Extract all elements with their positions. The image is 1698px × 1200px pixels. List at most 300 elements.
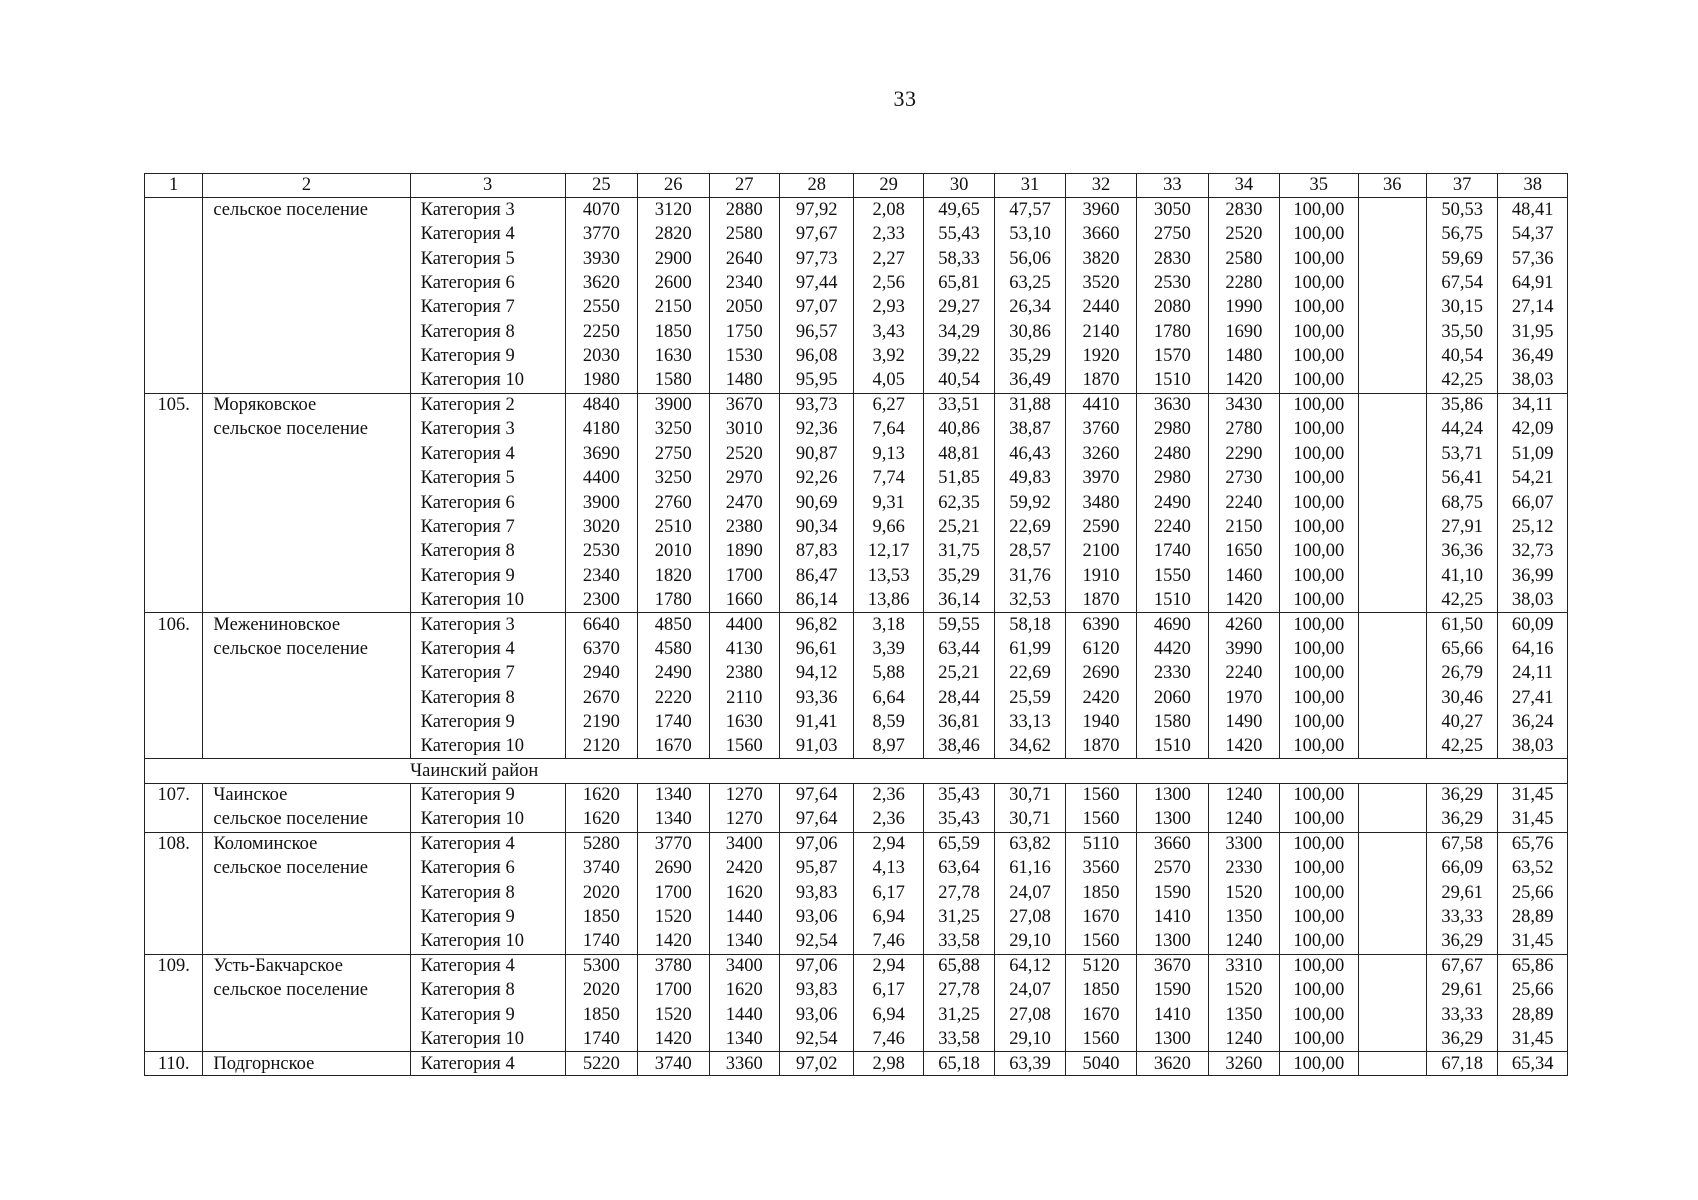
value-cell: 5220 bbox=[565, 1052, 637, 1076]
row-number: 110. bbox=[145, 1052, 203, 1076]
value-cell: 1740 bbox=[638, 710, 709, 734]
category-label: Категория 3 bbox=[410, 613, 565, 637]
value-cell: 90,34 bbox=[779, 515, 853, 539]
value-cell: 3,92 bbox=[854, 344, 923, 368]
category-label: Категория 8 bbox=[410, 881, 565, 905]
value-cell: 30,71 bbox=[995, 783, 1065, 807]
settlement-name bbox=[203, 222, 410, 246]
value-cell: 100,00 bbox=[1280, 661, 1358, 685]
column-header: 31 bbox=[995, 174, 1065, 198]
value-cell: 66,07 bbox=[1498, 491, 1568, 515]
column-header: 26 bbox=[638, 174, 709, 198]
value-cell: 2820 bbox=[638, 222, 709, 246]
value-cell: 63,64 bbox=[923, 856, 994, 880]
value-cell bbox=[1358, 734, 1426, 758]
value-cell: 48,81 bbox=[923, 442, 994, 466]
value-cell: 2100 bbox=[1065, 539, 1136, 563]
category-label: Категория 9 bbox=[410, 344, 565, 368]
value-cell: 3260 bbox=[1208, 1052, 1279, 1076]
value-cell: 3520 bbox=[1065, 271, 1136, 295]
value-cell: 1560 bbox=[1065, 1027, 1136, 1051]
category-label: Категория 4 bbox=[410, 832, 565, 856]
value-cell: 63,25 bbox=[995, 271, 1065, 295]
value-cell bbox=[1358, 661, 1426, 685]
table-body bbox=[145, 174, 1568, 1076]
value-cell: 1590 bbox=[1137, 881, 1208, 905]
row-number: 107. bbox=[145, 783, 203, 807]
value-cell bbox=[1358, 369, 1426, 393]
value-cell: 96,61 bbox=[779, 637, 853, 661]
value-cell: 29,61 bbox=[1426, 978, 1497, 1002]
value-cell bbox=[1358, 588, 1426, 612]
category-label: Категория 4 bbox=[410, 1052, 565, 1076]
value-cell: 35,43 bbox=[923, 783, 994, 807]
value-cell: 40,86 bbox=[923, 417, 994, 441]
value-cell: 97,06 bbox=[779, 832, 853, 856]
row-number: 108. bbox=[145, 832, 203, 856]
value-cell: 65,18 bbox=[923, 1052, 994, 1076]
value-cell: 100,00 bbox=[1280, 198, 1358, 222]
value-cell: 100,00 bbox=[1280, 637, 1358, 661]
settlement-name: сельское поселение bbox=[203, 808, 410, 832]
table-row bbox=[145, 686, 1568, 710]
table-row bbox=[145, 734, 1568, 758]
value-cell: 1670 bbox=[1065, 1003, 1136, 1027]
value-cell: 2730 bbox=[1208, 466, 1279, 490]
value-cell: 1940 bbox=[1065, 710, 1136, 734]
value-cell: 1520 bbox=[1208, 978, 1279, 1002]
value-cell: 27,91 bbox=[1426, 515, 1497, 539]
value-cell: 7,46 bbox=[854, 1027, 923, 1051]
value-cell: 31,45 bbox=[1498, 783, 1568, 807]
value-cell: 1660 bbox=[709, 588, 779, 612]
settlement-name bbox=[203, 686, 410, 710]
value-cell: 22,69 bbox=[995, 661, 1065, 685]
value-cell: 42,09 bbox=[1498, 417, 1568, 441]
value-cell: 2060 bbox=[1137, 686, 1208, 710]
value-cell: 1560 bbox=[1065, 783, 1136, 807]
value-cell: 48,41 bbox=[1498, 198, 1568, 222]
value-cell: 96,08 bbox=[779, 344, 853, 368]
table-row bbox=[145, 539, 1568, 563]
row-number bbox=[145, 637, 203, 661]
header-row bbox=[145, 174, 1568, 198]
value-cell: 90,87 bbox=[779, 442, 853, 466]
value-cell: 3900 bbox=[565, 491, 637, 515]
value-cell: 67,58 bbox=[1426, 832, 1497, 856]
value-cell: 8,97 bbox=[854, 734, 923, 758]
category-label: Категория 10 bbox=[410, 808, 565, 832]
value-cell: 30,71 bbox=[995, 808, 1065, 832]
value-cell: 93,06 bbox=[779, 905, 853, 929]
settlement-name bbox=[203, 369, 410, 393]
value-cell: 7,74 bbox=[854, 466, 923, 490]
value-cell: 5300 bbox=[565, 954, 637, 978]
value-cell: 100,00 bbox=[1280, 393, 1358, 417]
value-cell: 29,10 bbox=[995, 930, 1065, 954]
value-cell: 33,13 bbox=[995, 710, 1065, 734]
value-cell: 3430 bbox=[1208, 393, 1279, 417]
value-cell: 38,87 bbox=[995, 417, 1065, 441]
value-cell: 100,00 bbox=[1280, 710, 1358, 734]
value-cell: 1910 bbox=[1065, 564, 1136, 588]
value-cell: 2050 bbox=[709, 295, 779, 319]
value-cell: 2290 bbox=[1208, 442, 1279, 466]
value-cell bbox=[1358, 808, 1426, 832]
value-cell: 1850 bbox=[638, 320, 709, 344]
value-cell: 2580 bbox=[1208, 247, 1279, 271]
row-number bbox=[145, 344, 203, 368]
value-cell: 31,25 bbox=[923, 905, 994, 929]
value-cell: 100,00 bbox=[1280, 978, 1358, 1002]
value-cell: 100,00 bbox=[1280, 783, 1358, 807]
value-cell bbox=[1358, 320, 1426, 344]
value-cell: 2020 bbox=[565, 978, 637, 1002]
value-cell bbox=[1358, 783, 1426, 807]
value-cell: 36,29 bbox=[1426, 808, 1497, 832]
row-number bbox=[145, 198, 203, 222]
value-cell: 36,49 bbox=[995, 369, 1065, 393]
column-header: 2 bbox=[203, 174, 410, 198]
value-cell: 1870 bbox=[1065, 588, 1136, 612]
value-cell: 4070 bbox=[565, 198, 637, 222]
value-cell: 3620 bbox=[1137, 1052, 1208, 1076]
value-cell: 38,03 bbox=[1498, 734, 1568, 758]
value-cell: 61,16 bbox=[995, 856, 1065, 880]
value-cell: 2380 bbox=[709, 515, 779, 539]
value-cell: 2340 bbox=[709, 271, 779, 295]
value-cell: 3,18 bbox=[854, 613, 923, 637]
value-cell: 68,75 bbox=[1426, 491, 1497, 515]
value-cell: 2530 bbox=[1137, 271, 1208, 295]
value-cell: 62,35 bbox=[923, 491, 994, 515]
table-row bbox=[145, 613, 1568, 637]
value-cell: 38,03 bbox=[1498, 588, 1568, 612]
value-cell: 63,82 bbox=[995, 832, 1065, 856]
value-cell: 3760 bbox=[1065, 417, 1136, 441]
value-cell: 93,83 bbox=[779, 881, 853, 905]
value-cell: 28,89 bbox=[1498, 905, 1568, 929]
value-cell: 44,24 bbox=[1426, 417, 1497, 441]
value-cell: 61,50 bbox=[1426, 613, 1497, 637]
value-cell: 25,21 bbox=[923, 515, 994, 539]
value-cell: 1690 bbox=[1208, 320, 1279, 344]
value-cell: 33,33 bbox=[1426, 905, 1497, 929]
value-cell: 1240 bbox=[1208, 783, 1279, 807]
value-cell: 1520 bbox=[1208, 881, 1279, 905]
value-cell: 5040 bbox=[1065, 1052, 1136, 1076]
value-cell: 3770 bbox=[565, 222, 637, 246]
value-cell: 7,64 bbox=[854, 417, 923, 441]
value-cell: 25,66 bbox=[1498, 978, 1568, 1002]
value-cell: 13,86 bbox=[854, 588, 923, 612]
category-label: Категория 3 bbox=[410, 198, 565, 222]
value-cell: 100,00 bbox=[1280, 613, 1358, 637]
settlement-name: сельское поселение bbox=[203, 417, 410, 441]
value-cell: 9,13 bbox=[854, 442, 923, 466]
value-cell: 3740 bbox=[638, 1052, 709, 1076]
value-cell: 3670 bbox=[1137, 954, 1208, 978]
value-cell: 100,00 bbox=[1280, 320, 1358, 344]
value-cell: 64,91 bbox=[1498, 271, 1568, 295]
value-cell: 30,46 bbox=[1426, 686, 1497, 710]
table-row bbox=[145, 710, 1568, 734]
value-cell: 2150 bbox=[1208, 515, 1279, 539]
value-cell: 1420 bbox=[1208, 734, 1279, 758]
value-cell: 36,14 bbox=[923, 588, 994, 612]
value-cell: 42,25 bbox=[1426, 369, 1497, 393]
category-label: Категория 4 bbox=[410, 954, 565, 978]
value-cell: 49,65 bbox=[923, 198, 994, 222]
value-cell: 2110 bbox=[709, 686, 779, 710]
value-cell: 2020 bbox=[565, 881, 637, 905]
value-cell: 36,99 bbox=[1498, 564, 1568, 588]
value-cell: 1630 bbox=[709, 710, 779, 734]
value-cell: 4690 bbox=[1137, 613, 1208, 637]
value-cell: 34,29 bbox=[923, 320, 994, 344]
value-cell: 100,00 bbox=[1280, 686, 1358, 710]
value-cell: 54,21 bbox=[1498, 466, 1568, 490]
category-label: Категория 10 bbox=[410, 1027, 565, 1051]
value-cell: 2490 bbox=[1137, 491, 1208, 515]
table-row bbox=[145, 417, 1568, 441]
value-cell: 97,02 bbox=[779, 1052, 853, 1076]
value-cell: 31,95 bbox=[1498, 320, 1568, 344]
value-cell: 65,88 bbox=[923, 954, 994, 978]
value-cell: 3990 bbox=[1208, 637, 1279, 661]
value-cell: 1620 bbox=[709, 978, 779, 1002]
value-cell: 31,45 bbox=[1498, 808, 1568, 832]
value-cell: 2380 bbox=[709, 661, 779, 685]
value-cell: 95,95 bbox=[779, 369, 853, 393]
value-cell: 2490 bbox=[638, 661, 709, 685]
value-cell: 3,39 bbox=[854, 637, 923, 661]
row-number bbox=[145, 466, 203, 490]
value-cell: 2220 bbox=[638, 686, 709, 710]
column-header: 29 bbox=[854, 174, 923, 198]
settlement-name bbox=[203, 564, 410, 588]
value-cell: 6120 bbox=[1065, 637, 1136, 661]
value-cell: 97,92 bbox=[779, 198, 853, 222]
category-label: Категория 8 bbox=[410, 686, 565, 710]
category-label: Категория 2 bbox=[410, 393, 565, 417]
value-cell: 31,25 bbox=[923, 1003, 994, 1027]
value-cell: 1870 bbox=[1065, 369, 1136, 393]
value-cell: 2280 bbox=[1208, 271, 1279, 295]
value-cell: 2330 bbox=[1208, 856, 1279, 880]
value-cell: 1460 bbox=[1208, 564, 1279, 588]
value-cell: 3900 bbox=[638, 393, 709, 417]
value-cell: 3660 bbox=[1065, 222, 1136, 246]
value-cell: 2520 bbox=[709, 442, 779, 466]
value-cell: 2590 bbox=[1065, 515, 1136, 539]
value-cell bbox=[1358, 686, 1426, 710]
district-name: Чаинский район bbox=[410, 759, 565, 783]
value-cell: 1920 bbox=[1065, 344, 1136, 368]
value-cell: 1740 bbox=[565, 930, 637, 954]
value-cell: 100,00 bbox=[1280, 954, 1358, 978]
value-cell: 6,17 bbox=[854, 978, 923, 1002]
value-cell: 1300 bbox=[1137, 808, 1208, 832]
value-cell: 1670 bbox=[1065, 905, 1136, 929]
value-cell: 2580 bbox=[709, 222, 779, 246]
value-cell: 51,09 bbox=[1498, 442, 1568, 466]
value-cell: 35,29 bbox=[923, 564, 994, 588]
value-cell: 66,09 bbox=[1426, 856, 1497, 880]
value-cell: 65,34 bbox=[1498, 1052, 1568, 1076]
value-cell: 3930 bbox=[565, 247, 637, 271]
value-cell: 92,54 bbox=[779, 1027, 853, 1051]
value-cell: 5280 bbox=[565, 832, 637, 856]
value-cell: 65,81 bbox=[923, 271, 994, 295]
value-cell: 59,92 bbox=[995, 491, 1065, 515]
value-cell bbox=[1358, 978, 1426, 1002]
column-header: 28 bbox=[779, 174, 853, 198]
value-cell: 25,12 bbox=[1498, 515, 1568, 539]
value-cell: 1890 bbox=[709, 539, 779, 563]
category-label: Категория 9 bbox=[410, 564, 565, 588]
value-cell: 29,61 bbox=[1426, 881, 1497, 905]
row-number bbox=[145, 271, 203, 295]
value-cell: 53,10 bbox=[995, 222, 1065, 246]
value-cell: 6,94 bbox=[854, 1003, 923, 1027]
row-number bbox=[145, 856, 203, 880]
value-cell: 56,06 bbox=[995, 247, 1065, 271]
settlement-name bbox=[203, 247, 410, 271]
value-cell: 3660 bbox=[1137, 832, 1208, 856]
row-number: 105. bbox=[145, 393, 203, 417]
table-row bbox=[145, 661, 1568, 685]
page-number: 33 bbox=[893, 86, 917, 111]
value-cell: 64,12 bbox=[995, 954, 1065, 978]
value-cell: 1240 bbox=[1208, 1027, 1279, 1051]
value-cell bbox=[1358, 344, 1426, 368]
value-cell: 31,76 bbox=[995, 564, 1065, 588]
value-cell: 1580 bbox=[638, 369, 709, 393]
value-cell: 60,09 bbox=[1498, 613, 1568, 637]
value-cell: 1570 bbox=[1137, 344, 1208, 368]
settlement-name bbox=[203, 295, 410, 319]
table-row bbox=[145, 978, 1568, 1002]
table-row bbox=[145, 198, 1568, 222]
value-cell: 4,05 bbox=[854, 369, 923, 393]
value-cell: 2080 bbox=[1137, 295, 1208, 319]
value-cell: 97,06 bbox=[779, 954, 853, 978]
value-cell: 2,27 bbox=[854, 247, 923, 271]
table-row bbox=[145, 856, 1568, 880]
value-cell: 4180 bbox=[565, 417, 637, 441]
value-cell: 5110 bbox=[1065, 832, 1136, 856]
value-cell: 2980 bbox=[1137, 417, 1208, 441]
value-cell: 2440 bbox=[1065, 295, 1136, 319]
value-cell: 100,00 bbox=[1280, 564, 1358, 588]
value-cell: 61,99 bbox=[995, 637, 1065, 661]
value-cell: 95,87 bbox=[779, 856, 853, 880]
value-cell bbox=[1358, 954, 1426, 978]
value-cell: 6,64 bbox=[854, 686, 923, 710]
value-cell: 33,58 bbox=[923, 930, 994, 954]
value-cell: 2530 bbox=[565, 539, 637, 563]
table-row bbox=[145, 466, 1568, 490]
value-cell: 6640 bbox=[565, 613, 637, 637]
value-cell: 100,00 bbox=[1280, 734, 1358, 758]
value-cell: 100,00 bbox=[1280, 491, 1358, 515]
value-cell: 6390 bbox=[1065, 613, 1136, 637]
value-cell: 97,64 bbox=[779, 808, 853, 832]
value-cell bbox=[1358, 856, 1426, 880]
table-row bbox=[145, 515, 1568, 539]
value-cell: 26,79 bbox=[1426, 661, 1497, 685]
value-cell: 1490 bbox=[1208, 710, 1279, 734]
value-cell: 46,43 bbox=[995, 442, 1065, 466]
value-cell: 2,98 bbox=[854, 1052, 923, 1076]
value-cell: 4260 bbox=[1208, 613, 1279, 637]
row-number bbox=[145, 222, 203, 246]
value-cell: 100,00 bbox=[1280, 369, 1358, 393]
value-cell: 92,54 bbox=[779, 930, 853, 954]
value-cell: 2550 bbox=[565, 295, 637, 319]
settlement-name: Коломинское bbox=[203, 832, 410, 856]
value-cell: 1700 bbox=[709, 564, 779, 588]
value-cell: 96,57 bbox=[779, 320, 853, 344]
value-cell: 30,15 bbox=[1426, 295, 1497, 319]
value-cell: 3820 bbox=[1065, 247, 1136, 271]
value-cell: 1670 bbox=[638, 734, 709, 758]
value-cell: 2,36 bbox=[854, 808, 923, 832]
value-cell: 3960 bbox=[1065, 198, 1136, 222]
category-label: Категория 8 bbox=[410, 320, 565, 344]
category-label: Категория 9 bbox=[410, 1003, 565, 1027]
table-row bbox=[145, 588, 1568, 612]
value-cell: 3970 bbox=[1065, 466, 1136, 490]
value-cell: 1480 bbox=[1208, 344, 1279, 368]
value-cell: 67,67 bbox=[1426, 954, 1497, 978]
value-cell: 1410 bbox=[1137, 1003, 1208, 1027]
table-row bbox=[145, 491, 1568, 515]
value-cell: 93,83 bbox=[779, 978, 853, 1002]
row-number bbox=[145, 515, 203, 539]
value-cell: 27,41 bbox=[1498, 686, 1568, 710]
value-cell: 3,43 bbox=[854, 320, 923, 344]
value-cell: 3050 bbox=[1137, 198, 1208, 222]
value-cell: 1560 bbox=[709, 734, 779, 758]
value-cell: 65,86 bbox=[1498, 954, 1568, 978]
table-row bbox=[145, 905, 1568, 929]
value-cell: 1970 bbox=[1208, 686, 1279, 710]
value-cell: 33,58 bbox=[923, 1027, 994, 1051]
value-cell: 3300 bbox=[1208, 832, 1279, 856]
value-cell: 42,25 bbox=[1426, 588, 1497, 612]
value-cell: 36,36 bbox=[1426, 539, 1497, 563]
value-cell: 58,33 bbox=[923, 247, 994, 271]
category-label: Категория 6 bbox=[410, 856, 565, 880]
row-number bbox=[145, 881, 203, 905]
value-cell bbox=[1358, 417, 1426, 441]
value-cell: 2,36 bbox=[854, 783, 923, 807]
value-cell: 3740 bbox=[565, 856, 637, 880]
value-cell: 3020 bbox=[565, 515, 637, 539]
row-number bbox=[145, 539, 203, 563]
value-cell: 2940 bbox=[565, 661, 637, 685]
value-cell: 100,00 bbox=[1280, 271, 1358, 295]
value-cell: 49,83 bbox=[995, 466, 1065, 490]
value-cell: 1650 bbox=[1208, 539, 1279, 563]
value-cell: 36,29 bbox=[1426, 930, 1497, 954]
value-cell bbox=[1358, 1003, 1426, 1027]
settlement-name: Межениновское bbox=[203, 613, 410, 637]
table-row bbox=[145, 1052, 1568, 1076]
value-cell: 32,73 bbox=[1498, 539, 1568, 563]
